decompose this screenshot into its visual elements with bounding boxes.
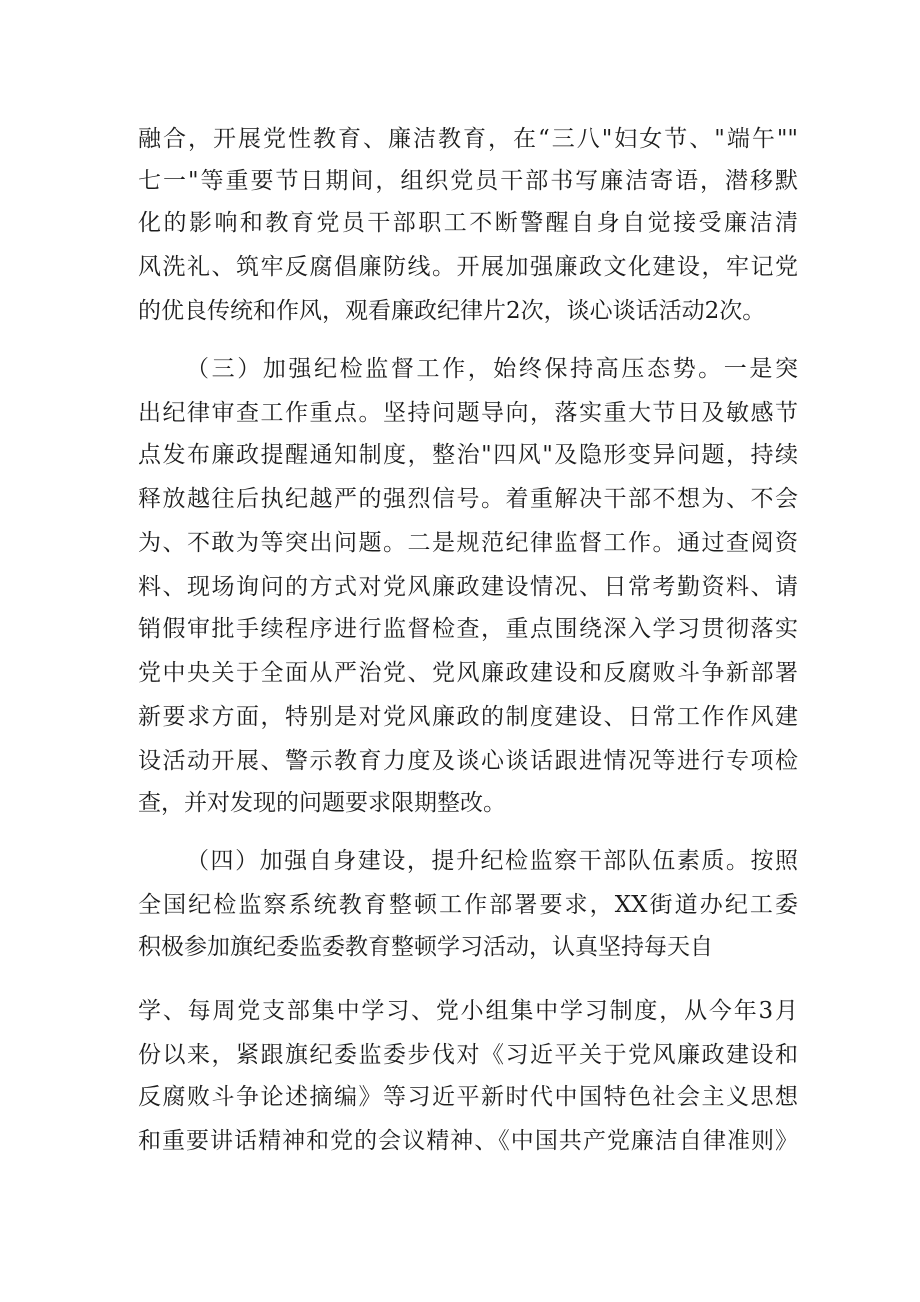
paragraph-line: 点发布廉政提醒通知制度，整治"四风"及隐形变异问题，持续 (138, 442, 798, 468)
paragraph-line: 出纪律审查工作重点。坚持问题导向，落实重大节日及敏感节 (138, 400, 798, 426)
paragraph-line: 反腐败斗争论述摘编》等习近平新时代中国特色社会主义思想 (138, 1084, 798, 1110)
section-four-heading-line: （四）加强自身建设，提升纪检监察干部队伍素质。按照 (186, 848, 798, 874)
paragraph-line: 学、每周党支部集中学习、党小组集中学习制度，从今年3月 (138, 998, 798, 1024)
paragraph-line: 查，并对发现的问题要求限期整改。 (138, 790, 506, 816)
paragraph-line: 销假审批手续程序进行监督检查，重点围绕深入学习贯彻落实 (138, 616, 798, 642)
paragraph-line: 料、现场询问的方式对党风廉政建设情况、日常考勤资料、请 (138, 574, 798, 600)
paragraph-line: 七一"等重要节日期间，组织党员干部书写廉洁寄语，潜移默 (138, 168, 798, 194)
paragraph-line: 积极参加旗纪委监委教育整顿学习活动，认真坚持每天自 (138, 934, 713, 960)
paragraph-line: 释放越往后执纪越严的强烈信号。着重解决干部不想为、不会 (138, 486, 798, 512)
section-three-heading-line: （三）加强纪检监督工作，始终保持高压态势。一是突 (186, 356, 798, 382)
paragraph-line: 份以来，紧跟旗纪委监委步伐对《习近平关于党风廉政建设和 (138, 1042, 798, 1068)
paragraph-line: 新要求方面，特别是对党风廉政的制度建设、日常工作作风建 (138, 704, 798, 730)
paragraph-line: 风洗礼、筑牢反腐倡廉防线。开展加强廉政文化建设，牢记党 (138, 254, 798, 280)
paragraph-line: 和重要讲话精神和党的会议精神、《中国共产党廉洁自律准则》 (138, 1128, 798, 1154)
paragraph-line: 党中央关于全面从严治党、党风廉政建设和反腐败斗争新部署 (138, 660, 798, 686)
paragraph-line: 全国纪检监察系统教育整顿工作部署要求，XX街道办纪工委 (138, 892, 798, 918)
paragraph-line: 为、不敢为等突出问题。二是规范纪律监督工作。通过查阅资 (138, 530, 798, 556)
paragraph-line: 设活动开展、警示教育力度及谈心谈话跟进情况等进行专项检 (138, 748, 798, 774)
paragraph-line: 的优良传统和作风，观看廉政纪律片2次，谈心谈话活动2次。 (138, 298, 766, 324)
paragraph-line: 化的影响和教育党员干部职工不断警醒自身自觉接受廉洁清 (138, 210, 798, 236)
paragraph-line: 融合，开展党性教育、廉洁教育，在“三八"妇女节、"端午"" (138, 126, 798, 152)
